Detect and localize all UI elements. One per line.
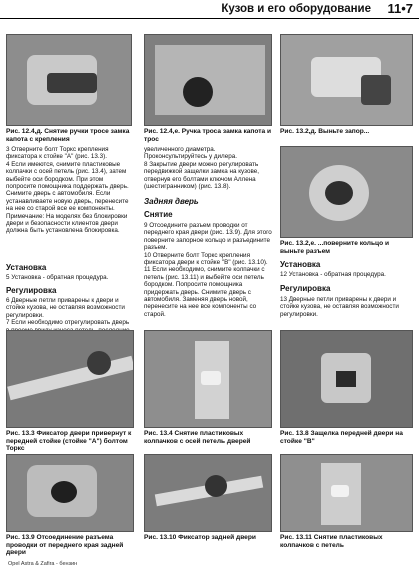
page-header (0, 0, 419, 20)
photo-13-2e (280, 146, 413, 238)
para-4: 4 Если имеются, снимите пластиковые колпачки с осей петель (рис. 13.4), затем выбейте оси бородком. При этом попросите помощника поддержать дверь. Снимите дверь с автомобиля. Если устанавливаете новую дверь, перенесите на нее со старой все ее компоненты. Примечание: На моделях без блокировки двери и безопасности клиентов двери должна быть установлена блокировка. (6, 160, 129, 235)
photo-12-4d (6, 34, 132, 126)
photo-13-10 (144, 454, 272, 532)
section-title: Кузов и его оборудование (221, 3, 371, 15)
para-8: 8 Закрытие двери можно регулировать передвижкой защелки замка на кузове, отвернув его болтами ключом Аллена (шестигранником) (рис. 13.8). (144, 160, 260, 191)
photo-13-8 (280, 330, 413, 428)
page-number: 11•7 (387, 1, 413, 16)
para-11: 11 Если необходимо, снимите колпачки с петель (рис. 13.11) и выбейте оси петель бородком. Попросите помощника придержать дверь. Снимите дверь с автомобиля. Заменяя дверь новой, перенесите на нее все компоненты со старой. (144, 266, 265, 318)
photo-shape (361, 75, 391, 105)
photo-shape (87, 351, 111, 375)
heading-install-3: Установка (280, 260, 321, 269)
photo-shape (51, 481, 77, 503)
para-9: 9 Отсоедините разъем проводки от переднего края двери (рис. 13.9). Для этого поверните запорное кольцо и разъедините разъем. (144, 222, 272, 252)
para-13: 13 Дверные петли приварены к двери и стойке кузова, не оставляя возможности регулировки. (280, 296, 399, 318)
caption-12-4d: Рис. 12.4,д. Снятие ручки тросе замка капота с крепления (6, 128, 130, 143)
text-col2-a (144, 146, 272, 190)
photo-12-4e (144, 34, 272, 126)
photo-13-3 (6, 330, 134, 428)
header-rule (0, 18, 419, 19)
para-7: 7 Если необходимо отрегулировать дверь (6, 319, 130, 327)
caption-13-2d: Рис. 13.2,д. Выньте запор... (280, 128, 370, 135)
photo-shape (205, 475, 227, 497)
heading-adjust-1: Регулировка (6, 286, 57, 295)
caption-13-2e: Рис. 13.2,е. ...поверните кольцо и выньте разъем (280, 240, 389, 255)
heading-rear-door: Задняя дверь (144, 197, 199, 206)
photo-13-9 (6, 454, 134, 532)
heading-adjust-3: Регулировка (280, 284, 331, 293)
para-3: 3 Отверните болт Торкс крепления фиксатора к стойке "А" (рис. 13.3). (6, 146, 109, 161)
photo-13-2d (280, 34, 413, 126)
caption-13-4: Рис. 13.4 Снятие пластиковых колпачков с осей петель дверей (144, 430, 251, 445)
para-12: 12 Установка - обратная процедура. (280, 271, 386, 278)
photo-shape (155, 45, 265, 115)
photo-shape (47, 73, 97, 93)
para-6: 6 Дверные петли приварены к двери и стойке кузова, не оставляя возможности регулировки. (6, 297, 125, 319)
photo-shape (201, 371, 221, 385)
caption-13-3: Рис. 13.3 Фиксатор двери привернут к передней стойке (стойке "A") болтом Торкс (6, 430, 132, 453)
caption-13-8: Рис. 13.8 Защелка передней двери на стойке "B" (280, 430, 403, 445)
photo-shape (183, 77, 213, 107)
para-5: 5 Установка - обратная процедура. (6, 274, 109, 281)
text-col2-b (144, 222, 272, 318)
photo-shape (325, 181, 353, 205)
photo-13-11 (280, 454, 413, 532)
text-col1-a (6, 146, 134, 235)
caption-13-9: Рис. 13.9 Отсоединение разъема проводки от переднего края задней двери (6, 534, 124, 557)
photo-shape (336, 371, 356, 387)
para-10: 10 Отверните болт Торкс крепления фиксатора двери к стойке "B" (рис. 13.10). (144, 251, 268, 267)
photo-shape (331, 485, 349, 497)
heading-install-1: Установка (6, 263, 47, 272)
caption-13-10: Рис. 13.10 Фиксатор задней двери (144, 534, 256, 541)
footer-book-title: Opel Astra & Zafira - бензин (8, 561, 78, 567)
para-cont: увеличенного диаметра. Проконсультируйтесь у дилера. (144, 146, 237, 161)
photo-shape (7, 356, 134, 401)
photo-13-4 (144, 330, 272, 428)
caption-13-11: Рис. 13.11 Снятие пластиковых колпачков с петель (280, 534, 383, 549)
caption-12-4e: Рис. 12.4,е. Ручка троса замка капота и трос (144, 128, 272, 143)
heading-remove: Снятие (144, 210, 173, 219)
